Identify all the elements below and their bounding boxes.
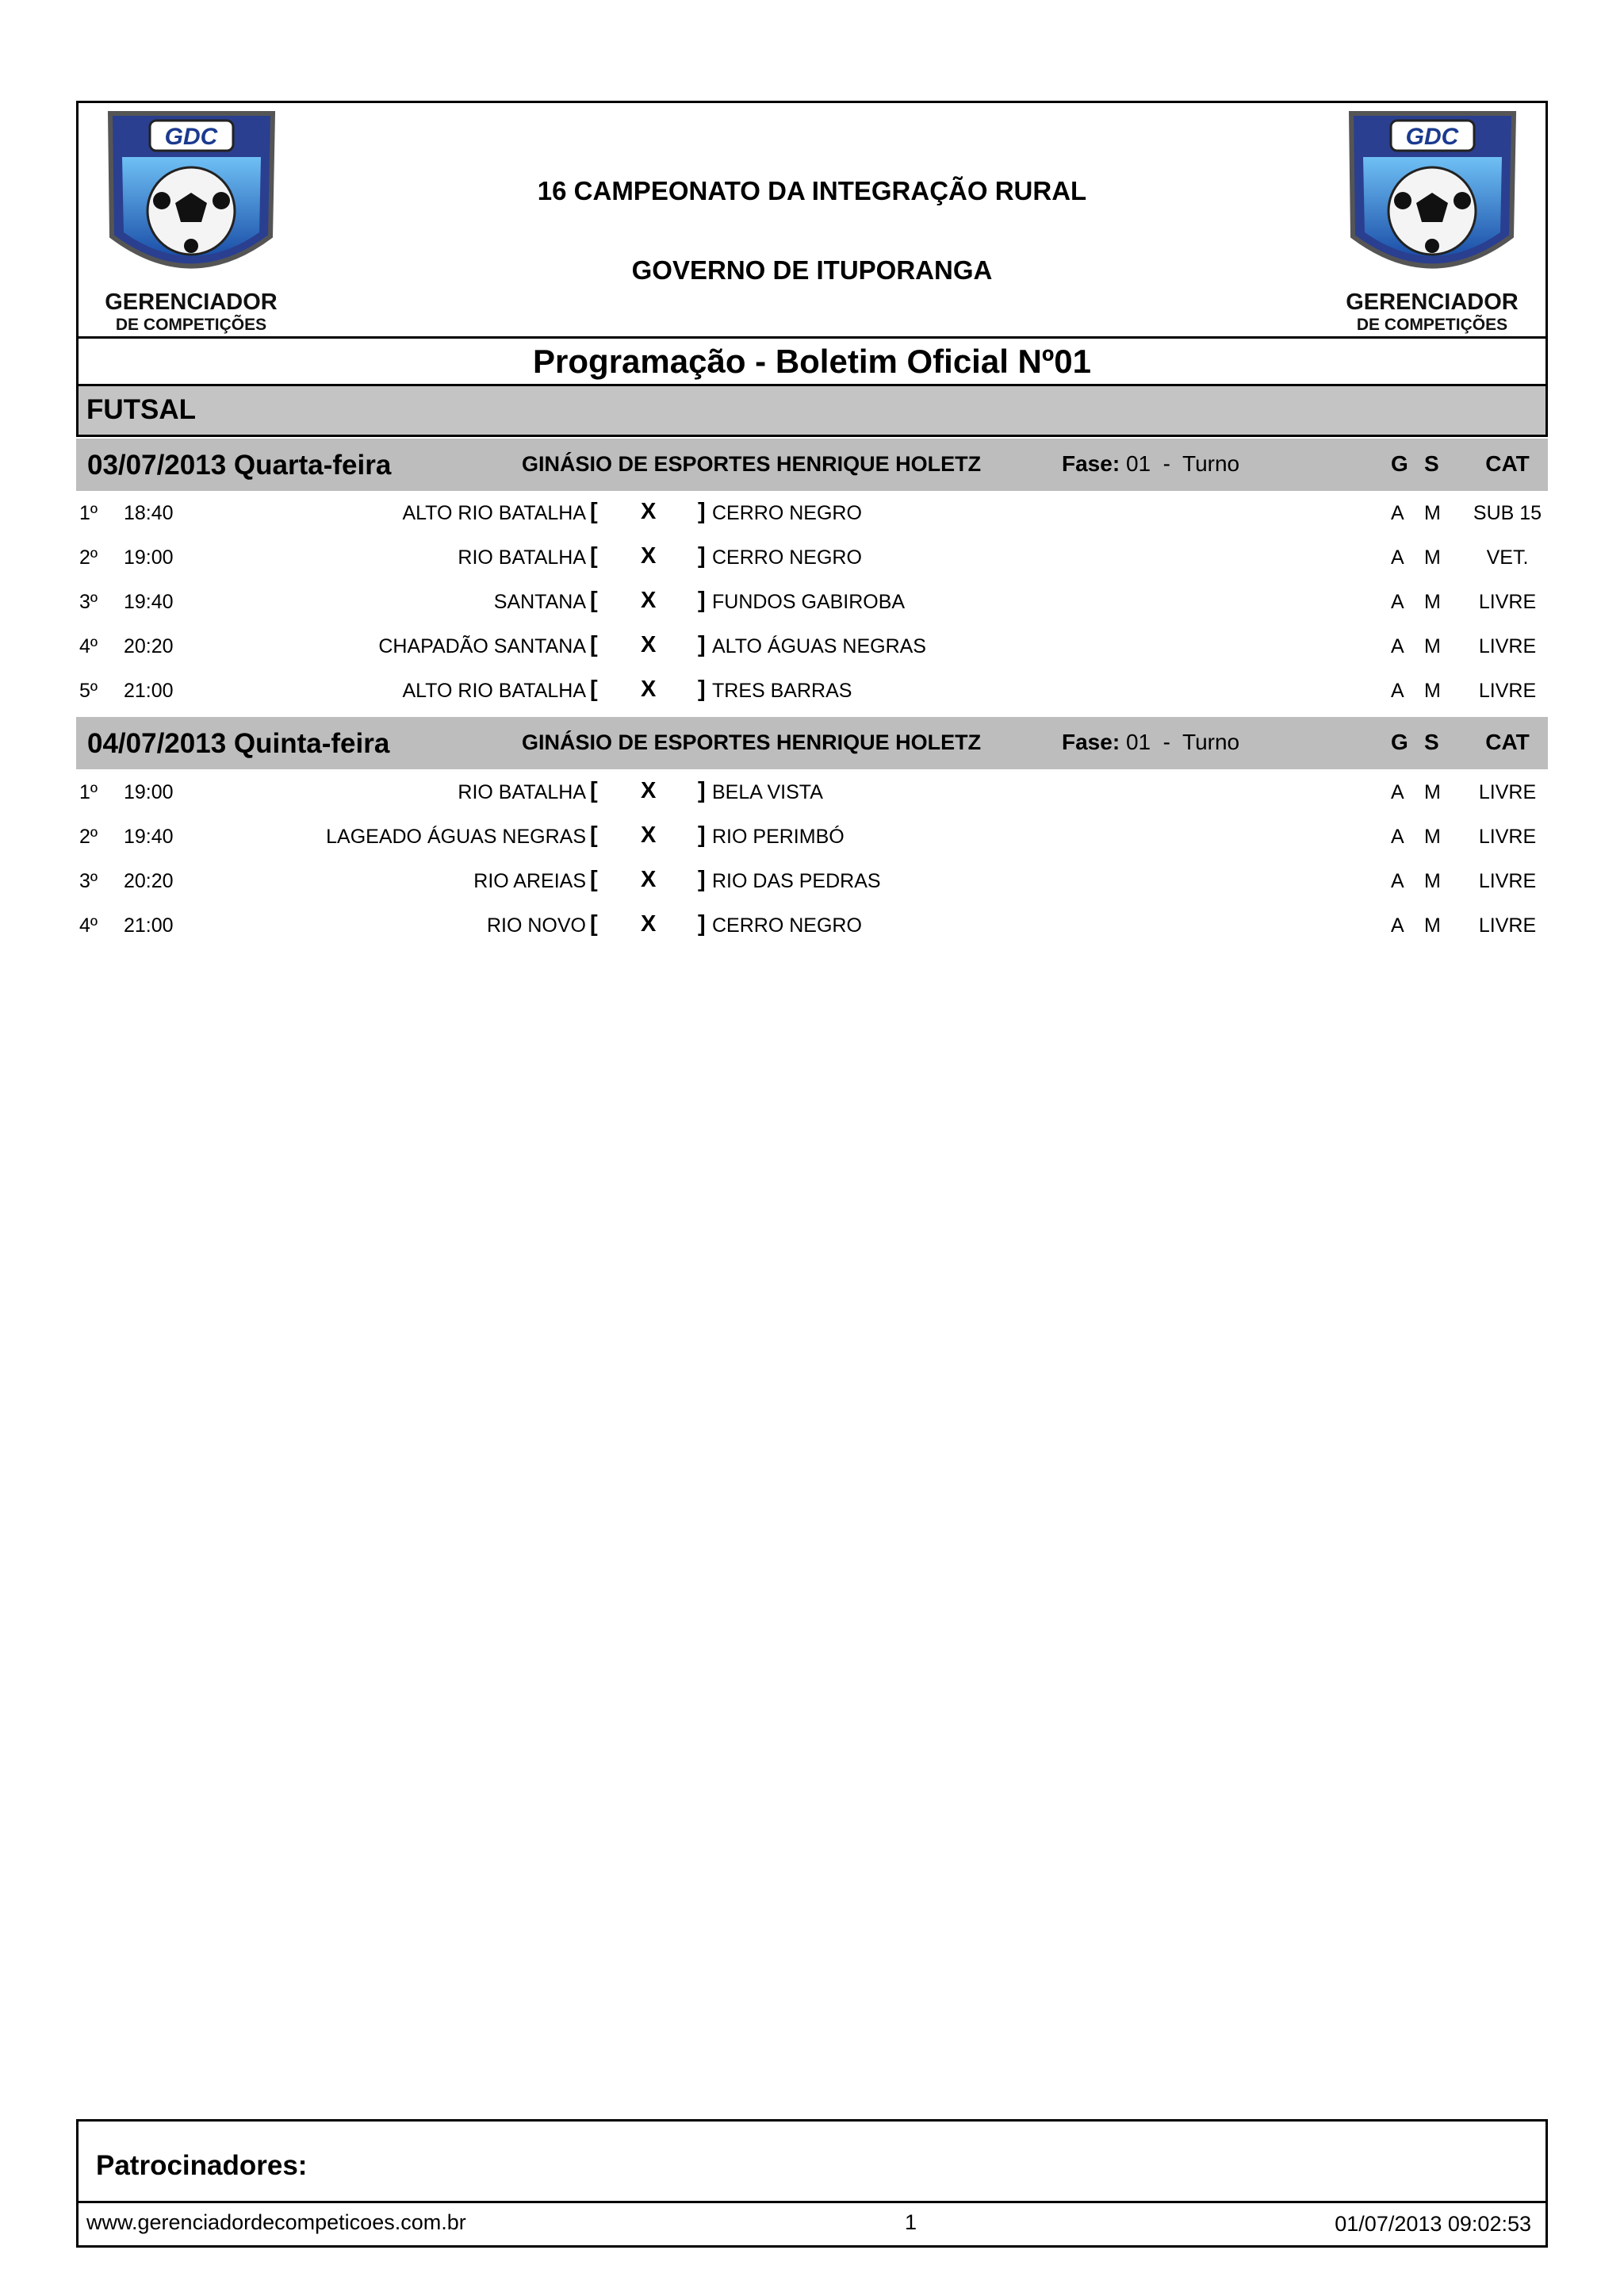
- match-s: M: [1424, 591, 1441, 613]
- sport-bar: [76, 386, 1548, 437]
- score-bracket-left: [: [590, 588, 598, 613]
- day-date: 04/07/2013 Quinta-feira: [87, 728, 390, 759]
- match-category: LIVRE: [1478, 591, 1537, 613]
- match-g: A: [1391, 502, 1404, 524]
- score-bracket-left: [: [590, 867, 598, 892]
- versus-mark: X: [641, 867, 657, 892]
- match-time: 19:40: [124, 591, 174, 613]
- home-team: RIO BATALHA: [458, 546, 586, 569]
- match-g: A: [1391, 826, 1404, 848]
- match-g: A: [1391, 546, 1404, 569]
- fase-info: Fase: 01 - Turno: [1062, 730, 1240, 754]
- match-order: 4º: [79, 635, 98, 657]
- col-header-g: G: [1391, 451, 1408, 476]
- score-bracket-right: ]: [698, 778, 706, 803]
- header-divider: [79, 336, 1545, 339]
- match-order: 1º: [79, 781, 98, 803]
- day-header: [76, 717, 1548, 769]
- away-team: TRES BARRAS: [712, 680, 852, 702]
- bulletin-title: Programação - Boletim Oficial Nº01: [533, 343, 1091, 380]
- match-row: [76, 669, 1548, 714]
- match-order: 2º: [79, 546, 98, 569]
- home-team: CHAPADÃO SANTANA: [378, 635, 586, 657]
- match-category: VET.: [1486, 546, 1529, 569]
- match-order: 1º: [79, 502, 98, 524]
- match-s: M: [1424, 826, 1441, 848]
- versus-mark: X: [641, 499, 657, 524]
- header-box: [76, 101, 1548, 386]
- home-team: RIO AREIAS: [473, 870, 586, 892]
- score-bracket-left: [: [590, 543, 598, 569]
- match-time: 20:20: [124, 870, 174, 892]
- match-row: [76, 581, 1548, 625]
- score-bracket-right: ]: [698, 911, 706, 937]
- match-row: [76, 625, 1548, 669]
- score-bracket-left: [: [590, 677, 598, 702]
- home-team: ALTO RIO BATALHA: [402, 502, 586, 524]
- match-category: LIVRE: [1478, 914, 1537, 937]
- col-header-g: G: [1391, 730, 1408, 754]
- score-bracket-left: [: [590, 822, 598, 848]
- away-team: CERRO NEGRO: [712, 914, 862, 937]
- col-header-s: S: [1424, 451, 1439, 476]
- printed-timestamp: 01/07/2013 09:02:53: [1335, 2212, 1531, 2236]
- match-category: LIVRE: [1478, 635, 1537, 657]
- score-bracket-right: ]: [698, 677, 706, 702]
- match-row: [76, 771, 1548, 815]
- svg-text:GDC: GDC: [164, 124, 218, 150]
- versus-mark: X: [641, 911, 657, 937]
- match-time: 21:00: [124, 680, 174, 702]
- match-time: 20:20: [124, 635, 174, 657]
- away-team: FUNDOS GABIROBA: [712, 591, 906, 613]
- match-s: M: [1424, 546, 1441, 569]
- home-team: ALTO RIO BATALHA: [402, 680, 586, 702]
- score-bracket-left: [: [590, 632, 598, 657]
- score-bracket-right: ]: [698, 499, 706, 524]
- gdc-logo-right: [1327, 109, 1538, 335]
- match-s: M: [1424, 635, 1441, 657]
- score-bracket-right: ]: [698, 867, 706, 892]
- svg-text:DE COMPETIÇÕES: DE COMPETIÇÕES: [1356, 316, 1508, 334]
- page-number: 1: [905, 2210, 917, 2234]
- footer-divider: [79, 2201, 1545, 2203]
- match-category: LIVRE: [1478, 870, 1537, 892]
- match-g: A: [1391, 680, 1404, 702]
- home-team: RIO NOVO: [486, 914, 586, 937]
- versus-mark: X: [641, 677, 657, 702]
- away-team: CERRO NEGRO: [712, 546, 862, 569]
- match-category: LIVRE: [1478, 680, 1537, 702]
- versus-mark: X: [641, 778, 657, 803]
- svg-text:GERENCIADOR: GERENCIADOR: [105, 289, 278, 315]
- day-header: [76, 439, 1548, 491]
- match-time: 18:40: [124, 502, 174, 524]
- match-order: 3º: [79, 591, 98, 613]
- government-title: GOVERNO DE ITUPORANGA: [631, 255, 993, 285]
- website-link[interactable]: www.gerenciadordecompeticoes.com.br: [86, 2210, 466, 2234]
- match-s: M: [1424, 680, 1441, 702]
- venue-name: GINÁSIO DE ESPORTES HENRIQUE HOLETZ: [522, 730, 982, 754]
- match-order: 3º: [79, 870, 98, 892]
- versus-mark: X: [641, 543, 657, 569]
- sport-label: FUTSAL: [86, 394, 197, 425]
- match-time: 21:00: [124, 914, 174, 937]
- away-team: RIO PERIMBÓ: [712, 826, 845, 848]
- match-category: SUB 15: [1473, 502, 1542, 524]
- match-s: M: [1424, 870, 1441, 892]
- venue-name: GINÁSIO DE ESPORTES HENRIQUE HOLETZ: [522, 452, 982, 476]
- away-team: ALTO ÁGUAS NEGRAS: [712, 635, 926, 657]
- day-date: 03/07/2013 Quarta-feira: [87, 450, 392, 481]
- away-team: RIO DAS PEDRAS: [712, 870, 881, 892]
- svg-text:DE COMPETIÇÕES: DE COMPETIÇÕES: [115, 316, 267, 334]
- match-g: A: [1391, 781, 1404, 803]
- match-order: 4º: [79, 914, 98, 937]
- away-team: BELA VISTA: [712, 781, 823, 803]
- versus-mark: X: [641, 822, 657, 848]
- match-row: [76, 815, 1548, 860]
- match-order: 2º: [79, 826, 98, 848]
- match-g: A: [1391, 914, 1404, 937]
- match-g: A: [1391, 591, 1404, 613]
- match-s: M: [1424, 781, 1441, 803]
- match-row: [76, 860, 1548, 904]
- gdc-logo-left: [86, 109, 297, 335]
- match-time: 19:00: [124, 546, 174, 569]
- match-time: 19:00: [124, 781, 174, 803]
- score-bracket-left: [: [590, 911, 598, 937]
- away-team: CERRO NEGRO: [712, 502, 862, 524]
- match-row: [76, 492, 1548, 536]
- col-header-cat: CAT: [1485, 730, 1530, 754]
- match-g: A: [1391, 870, 1404, 892]
- score-bracket-right: ]: [698, 543, 706, 569]
- match-s: M: [1424, 914, 1441, 937]
- score-bracket-left: [: [590, 778, 598, 803]
- match-time: 19:40: [124, 826, 174, 848]
- championship-title: 16 CAMPEONATO DA INTEGRAÇÃO RURAL: [537, 176, 1087, 205]
- col-header-s: S: [1424, 730, 1439, 754]
- score-bracket-right: ]: [698, 588, 706, 613]
- match-row: [76, 536, 1548, 581]
- versus-mark: X: [641, 588, 657, 613]
- svg-text:GERENCIADOR: GERENCIADOR: [1346, 289, 1519, 315]
- footer-box: [76, 2119, 1548, 2248]
- home-team: LAGEADO ÁGUAS NEGRAS: [326, 826, 586, 848]
- match-order: 5º: [79, 680, 98, 702]
- match-category: LIVRE: [1478, 781, 1537, 803]
- home-team: RIO BATALHA: [458, 781, 586, 803]
- versus-mark: X: [641, 632, 657, 657]
- score-bracket-right: ]: [698, 822, 706, 848]
- svg-text:GDC: GDC: [1405, 124, 1459, 150]
- match-category: LIVRE: [1478, 826, 1537, 848]
- score-bracket-right: ]: [698, 632, 706, 657]
- match-s: M: [1424, 502, 1441, 524]
- match-row: [76, 904, 1548, 949]
- fase-info: Fase: 01 - Turno: [1062, 451, 1240, 476]
- col-header-cat: CAT: [1485, 451, 1530, 476]
- home-team: SANTANA: [493, 591, 586, 613]
- sponsors-label: Patrocinadores:: [96, 2150, 308, 2181]
- match-g: A: [1391, 635, 1404, 657]
- score-bracket-left: [: [590, 499, 598, 524]
